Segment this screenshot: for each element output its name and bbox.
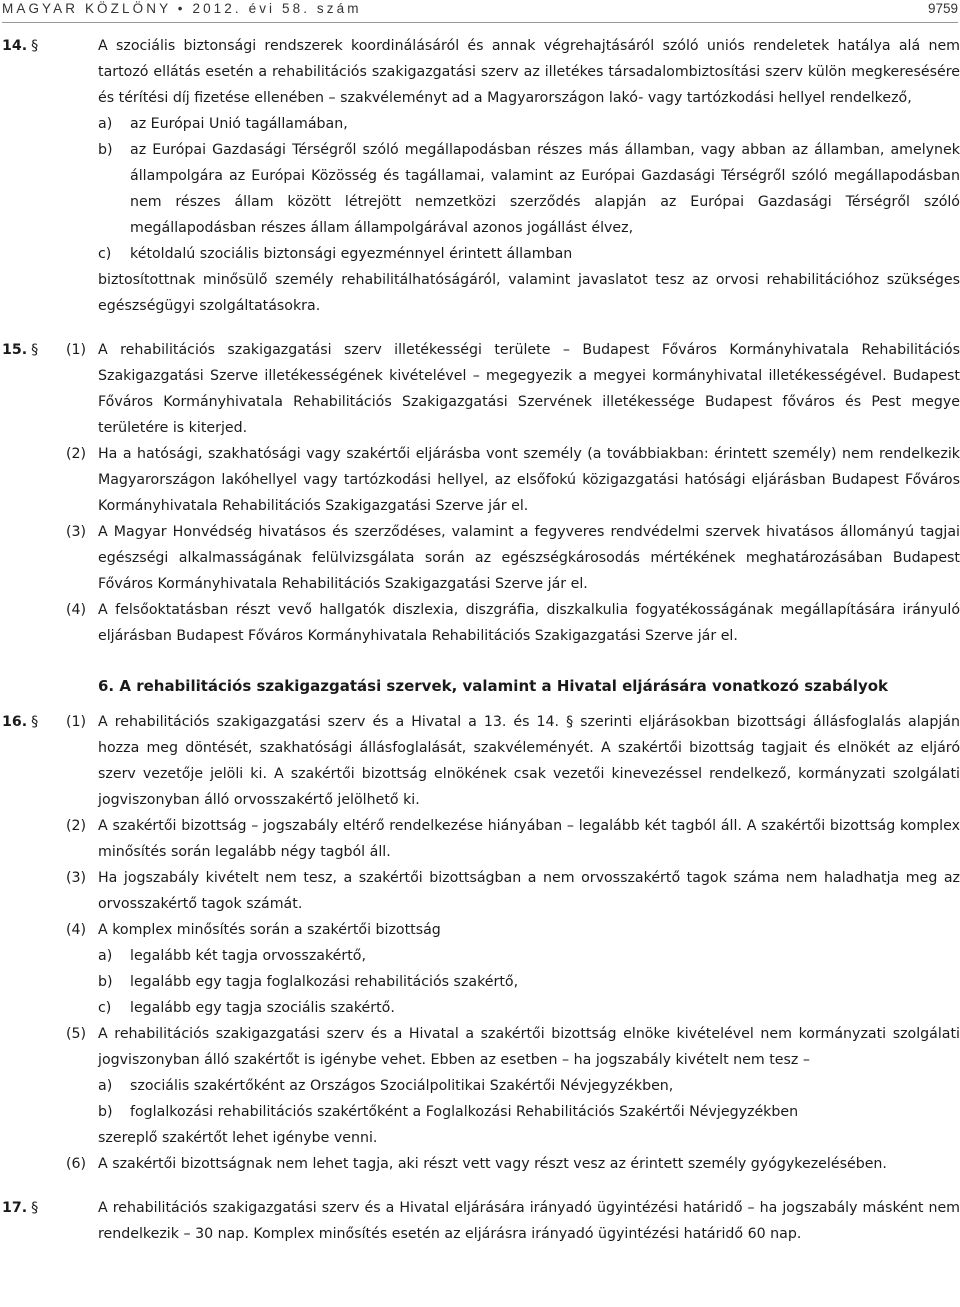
section-number: 17. §: [2, 1200, 39, 1216]
page-header: [2, 0, 958, 23]
section-16: [0, 709, 960, 1177]
list-item: a) szociális szakértőként az Országos Szociálpolitikai Szakértői Névjegyzékben,: [98, 1078, 674, 1094]
section-17-text: A rehabilitációs szakigazgatási szerv és a Hivatal eljárására irányadó ügyintézési határidő – ha jogszabály másként nem rendelkezik – 30 nap. Komplex minősítés esetén az eljárásra irányadó ügyintézési határidő 60 nap.: [98, 1200, 960, 1242]
document-body: [0, 33, 960, 1247]
paragraph: (4) A felsőoktatásban részt vevő hallgatók diszlexia, diszgráfia, diszkalkulia fogyatékosságának megállapítására irányuló eljárásban Budapest Főváros Kormányhivatala Rehabilitációs Szakigazgatási Szerve jár el.: [66, 602, 960, 644]
section-number: 15. §: [2, 342, 39, 358]
paragraph-closing: szereplő szakértőt lehet igénybe venni.: [98, 1130, 378, 1146]
paragraph: (5) A rehabilitációs szakigazgatási szerv és a Hivatal a szakértői bizottság elnöke kivételével nem kormányzati szolgálati jogviszonyban álló szakértőt is igénybe vehet. Ebben az esetben – ha jogszabály kivételt nem tesz –: [66, 1026, 960, 1068]
paragraph: (3) Ha jogszabály kivételt nem tesz, a szakértői bizottságban a nem orvosszakértő tagok száma nem haladhatja meg az orvosszakértő tagok számát.: [66, 870, 960, 912]
paragraph: (6) A szakértői bizottságnak nem lehet tagja, aki részt vett vagy részt vesz az érintett személy gyógykezelésében.: [66, 1156, 887, 1172]
list-item: b) az Európai Gazdasági Térségről szóló megállapodásban részes más államban, vagy abban az államban, amelynek állampolgára az Európai Közösség és tagállamai, valamint az Európai Gazdasági Térségről szóló megállapodásban nem részes állam között létrejött nemzetközi szerződés alapján az Európai Gazdasági Térségről szóló megállapodásban részes állam állampolgárával azonos jogállást élvez,: [98, 142, 960, 236]
section-14: [0, 33, 960, 319]
section-17: [0, 1195, 960, 1247]
section-14-intro: A szociális biztonsági rendszerek koordinálásáról és annak végrehajtásáról szóló uniós rendeletek hatálya alá nem tartozó ellátás esetén a rehabilitációs szakigazgatási szerv az illetékes társadalombiztosítási szerv külön megkeresésére és térítési díj fizetése ellenében – szakvéleményt ad a Magyarországon lakó- vagy tartózkodási hellyel rendelkező,: [98, 38, 960, 106]
list-item: a) az Európai Unió tagállamában,: [98, 116, 348, 132]
paragraph: (2) A szakértői bizottság – jogszabály eltérő rendelkezése hiányában – legalább két tagból áll. A szakértői bizottság komplex minősítés során legalább négy tagból áll.: [66, 818, 960, 860]
publication-title: MAGYAR KÖZLÖNY • 2012. évi 58. szám: [2, 1, 362, 16]
section-14-closing: biztosítottnak minősülő személy rehabilitálhatóságáról, valamint javaslatot tesz az orvosi rehabilitációhoz szükséges egészségügyi szolgáltatásokra.: [98, 272, 960, 314]
section-number: 16. §: [2, 714, 39, 730]
chapter-heading: 6. A rehabilitációs szakigazgatási szervek, valamint a Hivatal eljárására vonatkozó szabályok: [98, 677, 889, 695]
paragraph: (4) A komplex minősítés során a szakértői bizottság: [66, 922, 441, 938]
paragraph: (1) A rehabilitációs szakigazgatási szerv illetékességi területe – Budapest Főváros Kormányhivatala Rehabilitációs Szakigazgatási Szerve illetékességének kivételével – megegyezik a megyei kormányhivatal illetékességével. Budapest Főváros Kormányhivatala Rehabilitációs Szakigazgatási Szervének illetékessége Budapest főváros és Pest megye területére is kiterjed.: [66, 342, 960, 436]
page-number: 9759: [927, 1, 958, 16]
paragraph: (3) A Magyar Honvédség hivatásos és szerződéses, valamint a fegyveres rendvédelmi szervek hivatásos állományú tagjai egészségi alkalmasságának felülvizsgálata során az egészségkárosodás mértékének meghatározásában Budapest Főváros Kormányhivatala Rehabilitációs Szakigazgatási Szerve jár el.: [66, 524, 960, 592]
section-15: [0, 337, 960, 649]
paragraph: (1) A rehabilitációs szakigazgatási szerv és a Hivatal a 13. és 14. § szerinti eljárásokban bizottsági állásfoglalás alapján hozza meg döntését, szakhatósági állásfoglalását, szakvéleményét. A szakértői bizottság tagjait és elnökét az eljáró szerv vezetője jelöli ki. A szakértői bizottság elnökének csak vezetői kinevezéssel rendelkező, kormányzati szolgálati jogviszonyban álló orvosszakértő jelölhető ki.: [66, 714, 960, 808]
section-number: 14. §: [2, 38, 39, 54]
list-item: a) legalább két tagja orvosszakértő,: [98, 948, 366, 964]
paragraph: (2) Ha a hatósági, szakhatósági vagy szakértői eljárásba vont személy (a továbbiakban: érintett személy) nem rendelkezik Magyarországon lakóhellyel vagy tartózkodási hellyel, az elsőfokú közigazgatási hatósági eljárásban Budapest Főváros Kormányhivatala Rehabilitációs Szakigazgatási Szerve jár el.: [66, 446, 960, 514]
list-item: c) kétoldalú szociális biztonsági egyezménnyel érintett államban: [98, 246, 573, 262]
list-item: c) legalább egy tagja szociális szakértő.: [98, 1000, 395, 1016]
list-item: b) foglalkozási rehabilitációs szakértőként a Foglalkozási Rehabilitációs Szakértői Névjegyzékben: [98, 1104, 799, 1120]
list-item: b) legalább egy tagja foglalkozási rehabilitációs szakértő,: [98, 974, 519, 990]
